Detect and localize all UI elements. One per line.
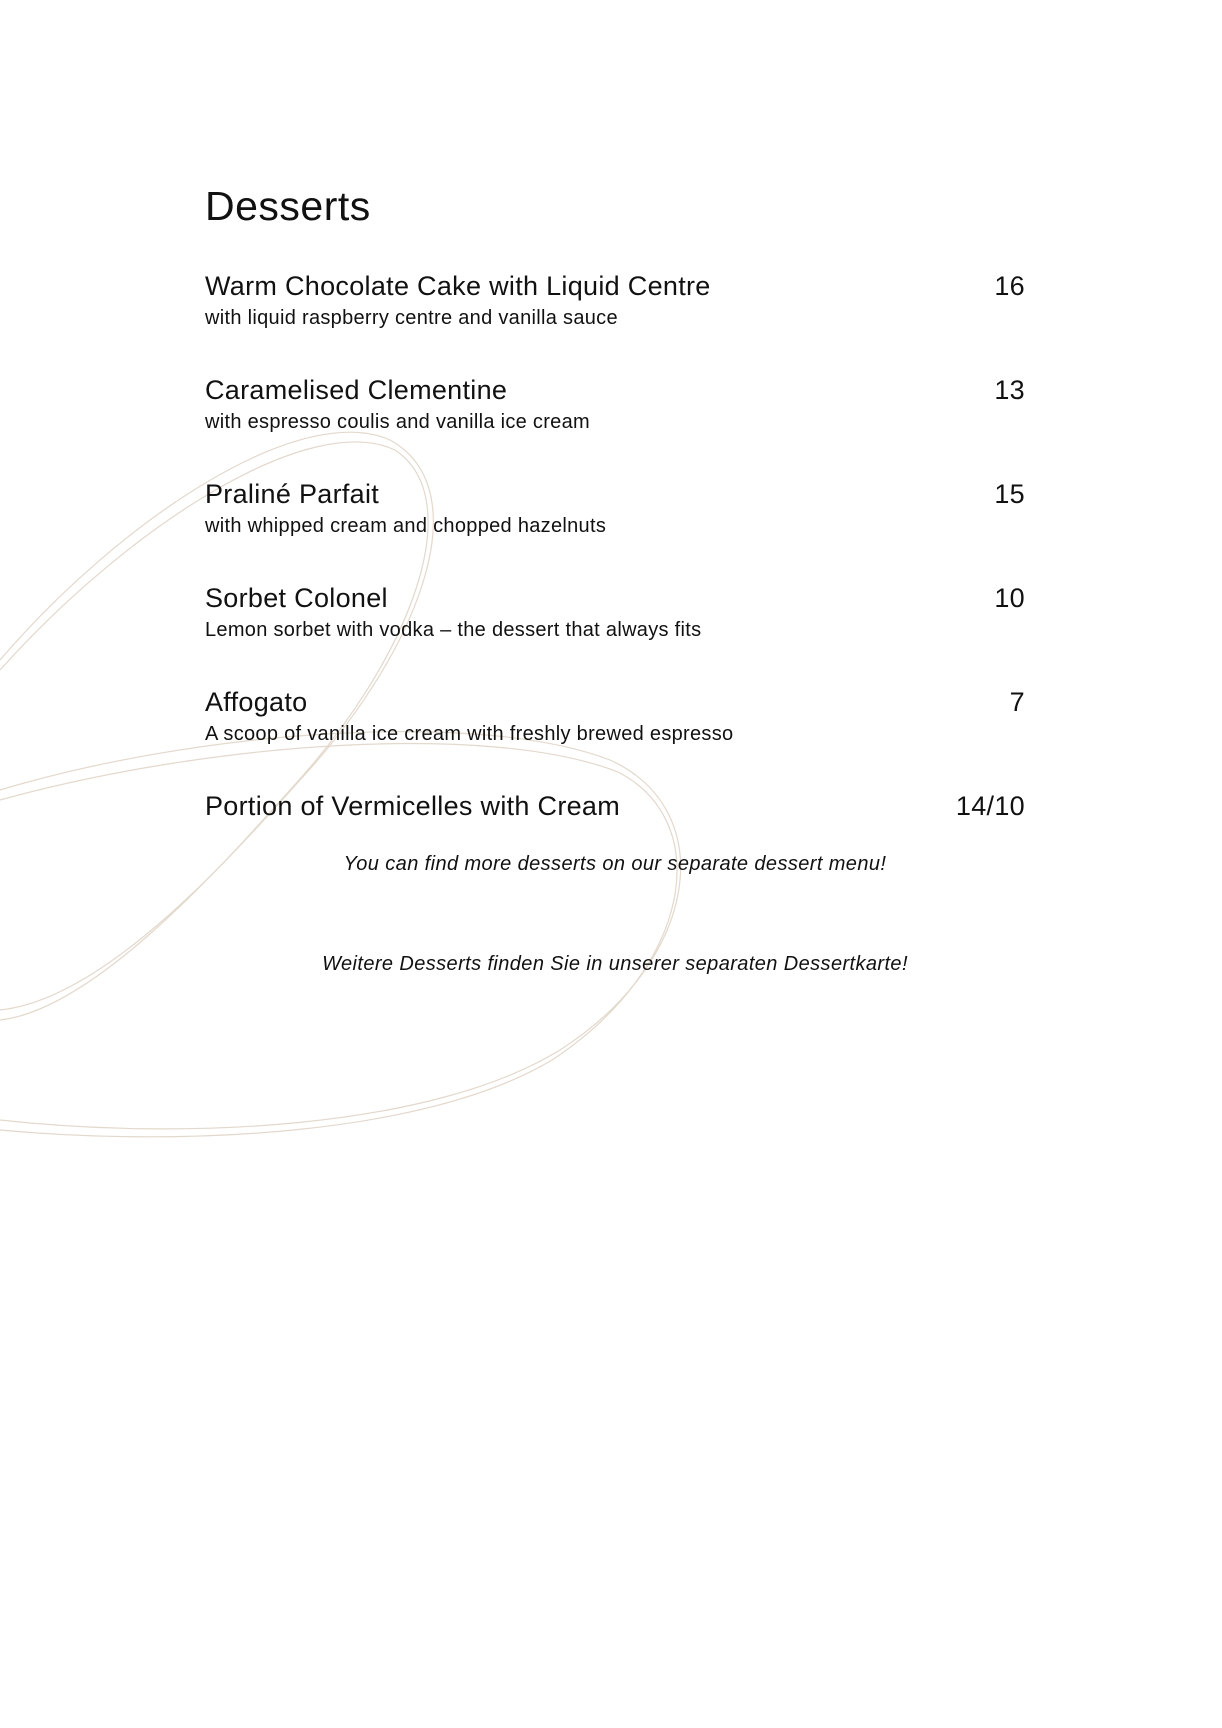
menu-item-row — [205, 476, 1025, 512]
menu-item-row — [205, 788, 1025, 824]
note-german: Weitere Desserts finden Sie in unserer separaten Dessertkarte! — [322, 953, 908, 975]
menu-item-price: 15 — [994, 479, 1025, 509]
menu-item-description: with liquid raspberry centre and vanilla sauce — [205, 307, 618, 329]
menu-item-price: 16 — [994, 271, 1025, 301]
menu-item-description: A scoop of vanilla ice cream with freshly brewed espresso — [205, 723, 734, 745]
note-english: You can find more desserts on our separate dessert menu! — [343, 853, 887, 875]
menu-item-sorbet-colonel — [205, 580, 1025, 644]
menu-item-row — [205, 580, 1025, 616]
menu-item-name: Affogato — [205, 687, 308, 717]
menu-item-row — [205, 684, 1025, 720]
menu-item-price: 7 — [1009, 687, 1025, 717]
menu-item-description: with espresso coulis and vanilla ice cream — [205, 411, 590, 433]
menu-item-price: 13 — [994, 375, 1025, 405]
menu-item-warm-chocolate-cake — [205, 268, 1025, 332]
menu-item-name: Caramelised Clementine — [205, 375, 508, 405]
menu-page — [205, 178, 1025, 978]
menu-item-row — [205, 268, 1025, 304]
menu-item-row — [205, 372, 1025, 408]
menu-item-description: with whipped cream and chopped hazelnuts — [205, 515, 607, 537]
menu-item-caramelised-clementine — [205, 372, 1025, 436]
menu-item-price: 10 — [994, 583, 1025, 613]
section-title: Desserts — [205, 183, 371, 229]
menu-item-price: 14/10 — [955, 791, 1025, 821]
menu-item-affogato — [205, 684, 1025, 748]
menu-item-praline-parfait — [205, 476, 1025, 540]
menu-item-name: Warm Chocolate Cake with Liquid Centre — [205, 271, 711, 301]
menu-item-name: Praliné Parfait — [205, 479, 380, 509]
menu-item-name: Sorbet Colonel — [205, 583, 388, 613]
menu-item-name: Portion of Vermicelles with Cream — [205, 791, 621, 821]
menu-item-vermicelles — [205, 788, 1025, 824]
menu-item-description: Lemon sorbet with vodka – the dessert that always fits — [205, 619, 702, 641]
